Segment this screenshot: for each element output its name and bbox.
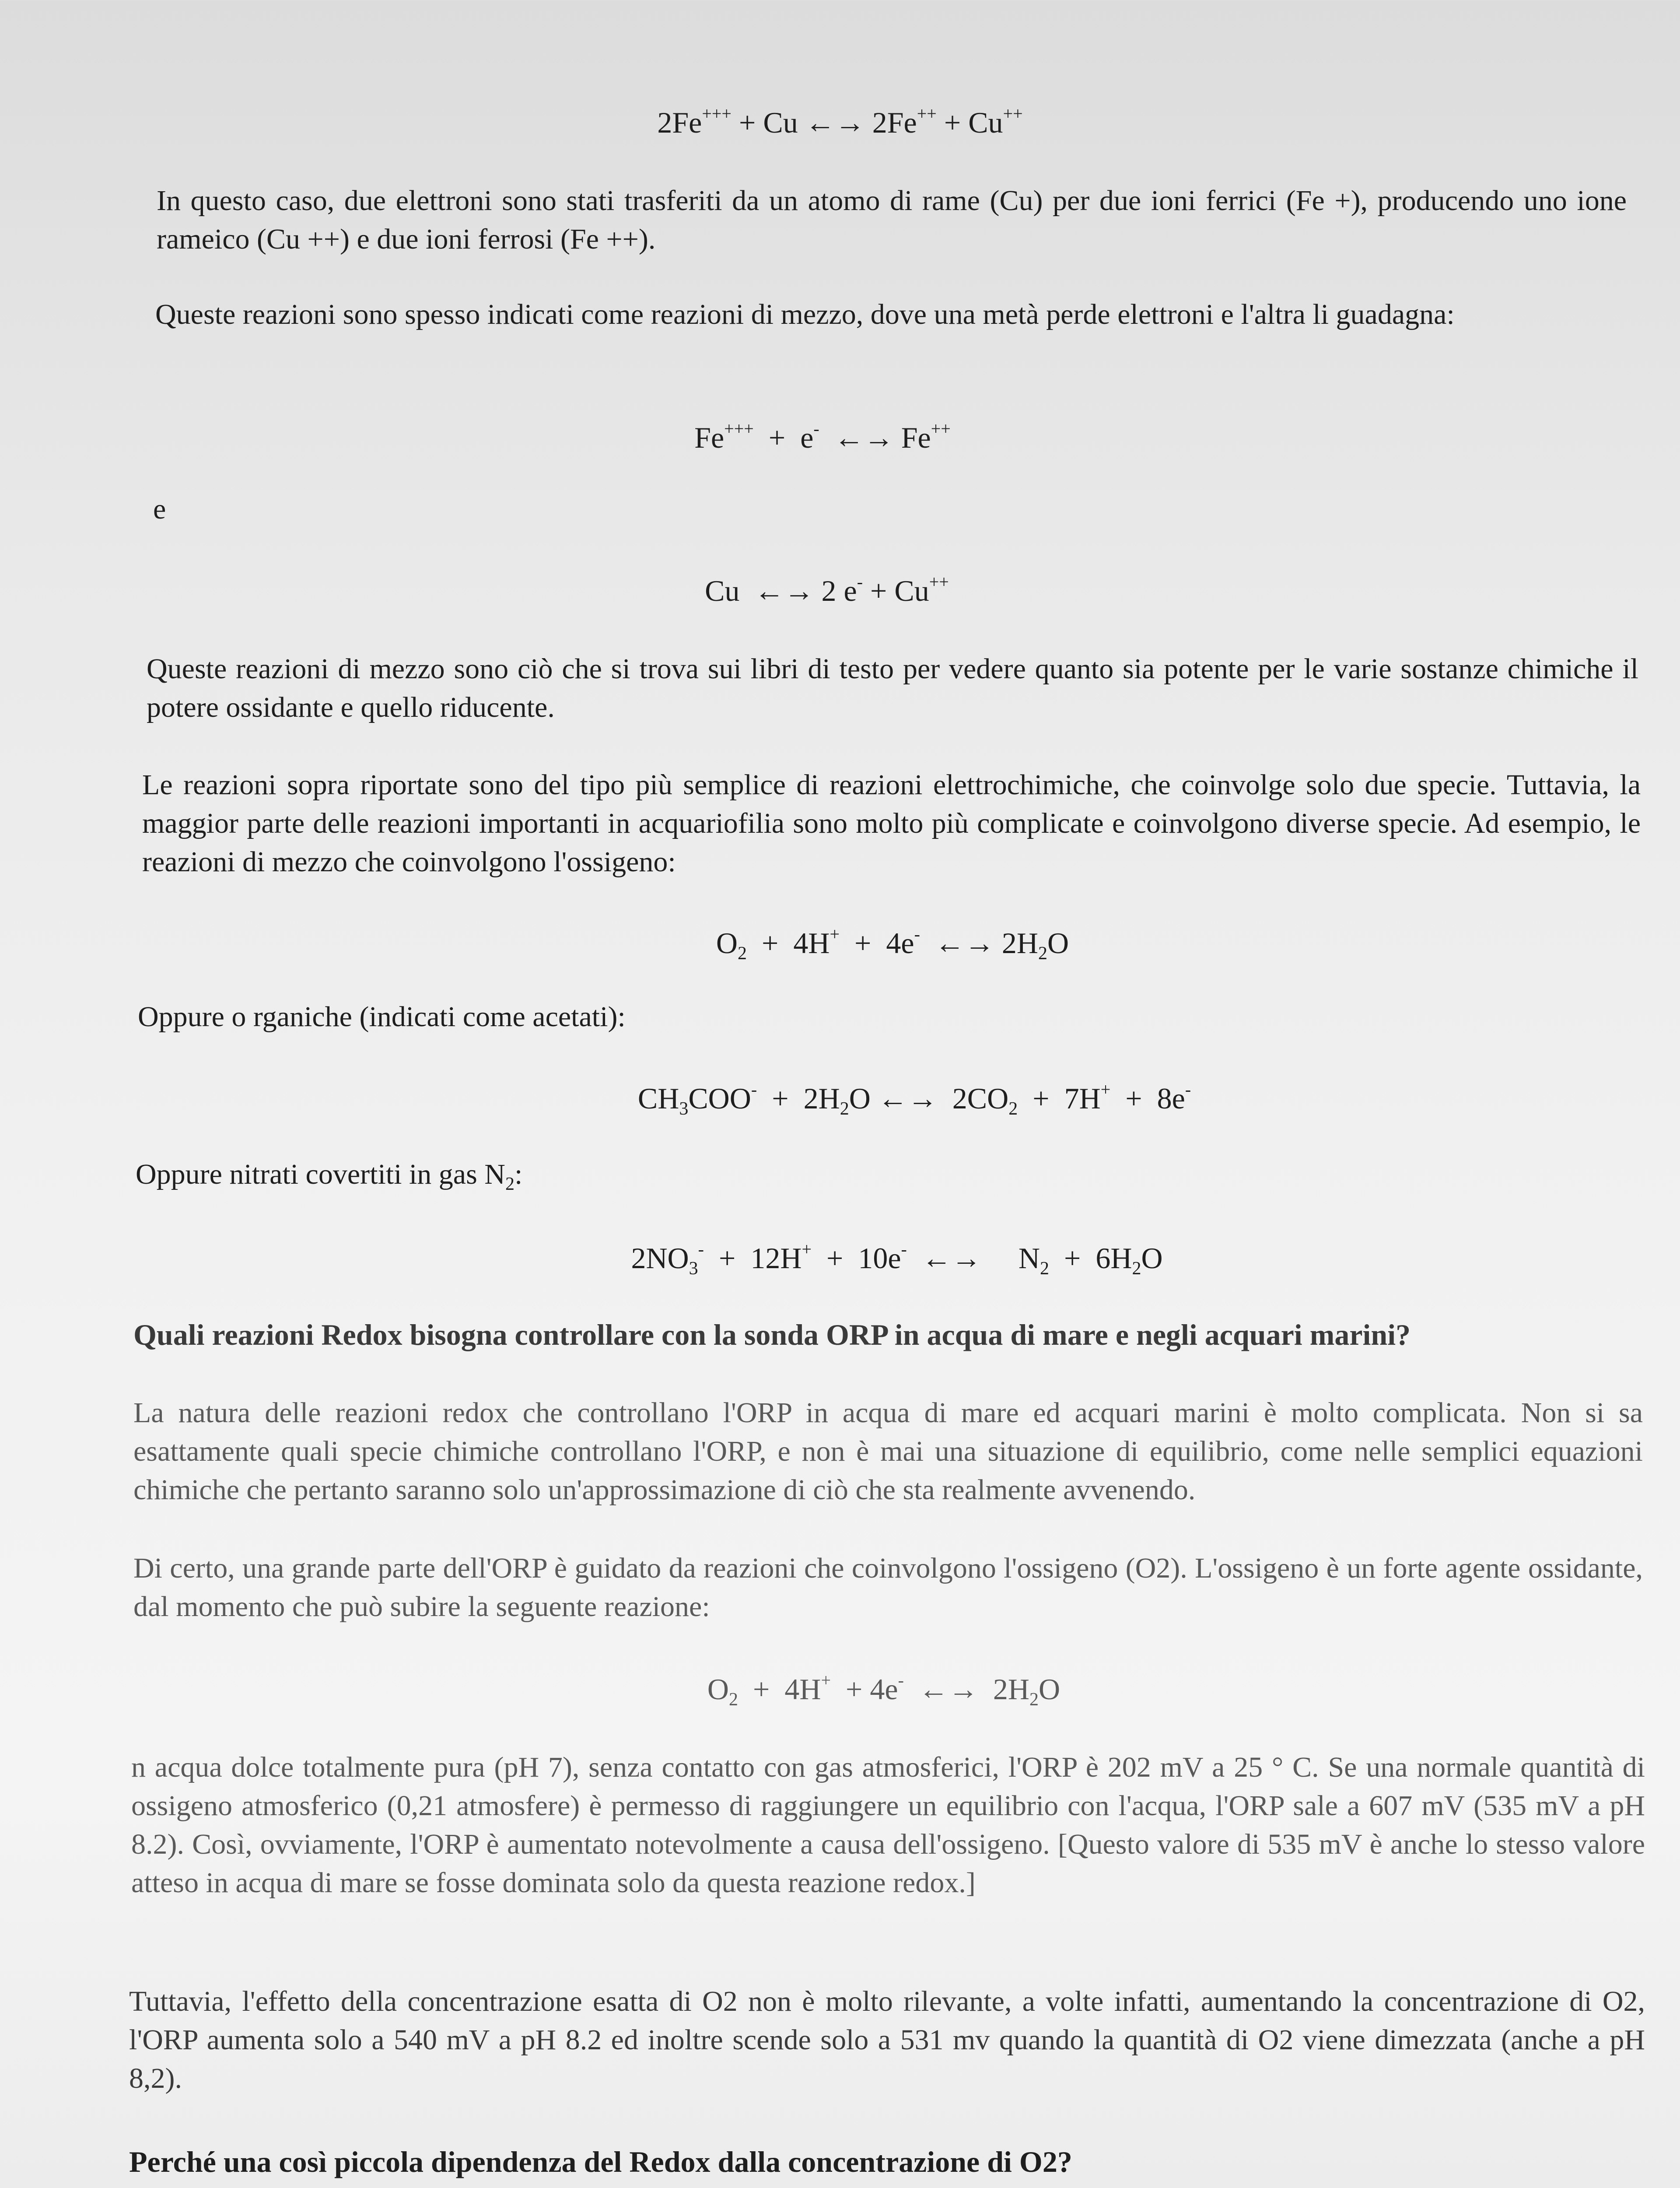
eq-term: + 4H bbox=[747, 926, 830, 960]
equation-acetate bbox=[74, 1079, 1680, 1118]
equation-oxygen-repeat bbox=[44, 1669, 1680, 1709]
text-subscript: 2 bbox=[505, 1174, 514, 1195]
double-arrow-icon: ←→ bbox=[819, 421, 894, 454]
eq-term: + 4e bbox=[831, 1673, 898, 1706]
eq-subscript: 3 bbox=[689, 1259, 698, 1279]
eq-term: O bbox=[707, 1673, 729, 1706]
eq-term: 2H bbox=[978, 1673, 1029, 1706]
double-arrow-icon: ←→ bbox=[754, 574, 814, 607]
eq-superscript: ++ bbox=[1003, 104, 1023, 123]
paragraph-o2-concentration: Tuttavia, l'effetto della concentrazione esatta di O2 non è molto rilevante, a volte infatti, aumentando la concentrazione di O2, l'ORP aumenta solo a 540 mV a pH 8.2 ed inoltre scende solo a 531 mv quando la quantità di O2 viene dimezzata (anche a pH 8,2). bbox=[129, 1985, 1645, 2094]
eq-term: N bbox=[981, 1241, 1040, 1275]
eq-term: + Cu bbox=[936, 106, 1003, 139]
eq-superscript: +++ bbox=[724, 419, 754, 438]
paragraph-half-reactions: Queste reazioni sono spesso indicati come reazioni di mezzo, dove una metà perde elettroni e l'altra li guadagna: bbox=[155, 298, 1455, 330]
paragraph-electron-transfer: In questo caso, due elettroni sono stati trasferiti da un atomo di rame (Cu) per due ioni ferrici (Fe +), producendo uno ione rameico (Cu ++) e due ioni ferrosi (Fe ++). bbox=[157, 185, 1627, 255]
double-arrow-icon: ←→ bbox=[920, 926, 994, 960]
eq-subscript: 2 bbox=[738, 943, 747, 964]
eq-superscript: - bbox=[857, 572, 863, 592]
paragraph-organic: Oppure o rganiche (indicati come acetati): bbox=[138, 1001, 626, 1033]
eq-term: 2H bbox=[994, 926, 1038, 960]
eq-superscript: +++ bbox=[702, 104, 732, 123]
eq-term: 2NO bbox=[631, 1241, 689, 1275]
eq-superscript: - bbox=[751, 1080, 757, 1099]
section-heading-o2-dependence: Perché una così piccola dipendenza del Redox dalla concentrazione di O2? bbox=[129, 2145, 1072, 2178]
eq-term: + 12H bbox=[704, 1241, 802, 1275]
section-heading-redox-orp: Quali reazioni Redox bisogna controllare con la sonda ORP in acqua di mare e negli acquari marini? bbox=[133, 1318, 1411, 1351]
eq-term: + Cu bbox=[863, 574, 929, 607]
eq-superscript: - bbox=[813, 419, 819, 438]
equation-copper-half bbox=[0, 571, 1667, 610]
eq-term: 2CO bbox=[937, 1082, 1009, 1115]
eq-superscript: + bbox=[830, 924, 840, 944]
double-arrow-icon: ←→ bbox=[878, 1082, 938, 1115]
paragraph-textbooks: Queste reazioni di mezzo sono ciò che si trova sui libri di testo per vedere quanto sia potente per le varie sostanze chimiche il potere ossidante e quello riducente. bbox=[147, 653, 1638, 723]
eq-term: Cu bbox=[705, 574, 755, 607]
eq-term: + 10e bbox=[812, 1241, 901, 1275]
eq-term: O bbox=[1047, 926, 1069, 960]
double-arrow-icon: ←→ bbox=[906, 1241, 981, 1275]
eq-subscript: 3 bbox=[679, 1099, 689, 1119]
text-span: Oppure nitrati covertiti in gas N bbox=[136, 1158, 505, 1190]
eq-superscript: - bbox=[698, 1239, 704, 1259]
eq-term: 2Fe bbox=[657, 106, 702, 139]
paragraph-redox-nature: La natura delle reazioni redox che controllano l'ORP in acqua di mare ed acquari marini è molto complicata. Non si sa esattamente quali specie chimiche controllano l'ORP, e non è mai una situazione di equilibrio, come nelle semplici equazioni chimiche che pertanto saranno solo un'approssimazione di ciò che sta realmente avvenendo. bbox=[133, 1397, 1643, 1506]
eq-superscript: - bbox=[901, 1239, 907, 1259]
eq-subscript: 2 bbox=[1040, 1259, 1049, 1279]
eq-term: + 2H bbox=[757, 1082, 840, 1115]
paragraph-oxygen-driver: Di certo, una grande parte dell'ORP è guidato da reazioni che coinvolgono l'ossigeno (O2). L'ossigeno è un forte agente ossidante, dal momento che può subire la seguente reazione: bbox=[133, 1552, 1643, 1623]
eq-term: + 4H bbox=[738, 1673, 821, 1706]
eq-superscript: + bbox=[1100, 1080, 1111, 1099]
double-arrow-icon: ←→ bbox=[805, 106, 865, 139]
eq-subscript: 2 bbox=[729, 1690, 738, 1710]
eq-superscript: ++ bbox=[931, 419, 951, 438]
eq-term: 2Fe bbox=[864, 106, 917, 139]
equation-iron-half bbox=[0, 418, 1662, 457]
eq-term: COO bbox=[688, 1082, 751, 1115]
eq-term: + e bbox=[753, 421, 814, 454]
eq-term: + 7H bbox=[1018, 1082, 1101, 1115]
paragraph-electrochemical: Le reazioni sopra riportate sono del tipo più semplice di reazioni elettrochimiche, che coinvolge solo due specie. Tuttavia, la maggior parte delle reazioni importanti in acquariofilia sono molto più complicate e coinvolgono diverse specie. Ad esempio, le reazioni di mezzo che coinvolgono l'ossigeno: bbox=[142, 769, 1641, 878]
eq-term: Fe bbox=[893, 421, 931, 454]
eq-superscript: ++ bbox=[929, 572, 949, 592]
eq-term: Fe bbox=[694, 421, 724, 454]
paragraph-nitrates bbox=[136, 1155, 522, 1203]
eq-term: + 4e bbox=[840, 926, 914, 960]
eq-superscript: - bbox=[1185, 1080, 1191, 1099]
eq-subscript: 2 bbox=[1008, 1099, 1018, 1119]
eq-superscript: + bbox=[821, 1670, 831, 1690]
eq-term: CH bbox=[637, 1082, 679, 1115]
eq-term: O bbox=[716, 926, 738, 960]
paragraph-pure-water-orp: n acqua dolce totalmente pura (pH 7), senza contatto con gas atmosferici, l'ORP è 202 mV a 25 ° C. Se una normale quantità di ossigeno atmosferico (0,21 atmosfere) è permesso di raggiungere un equilibrio con l'acqua, l'ORP sale a 607 mV (535 mV a pH 8.2). Così, ovviamente, l'ORP è aumentato notevolmente a causa dell'ossigeno. [Questo valore di 535 mV è anche lo stesso valore atteso in acqua di mare se fosse dominata solo da questa reazione redox.] bbox=[131, 1751, 1645, 1899]
eq-subscript: 2 bbox=[840, 1099, 849, 1119]
eq-term: O bbox=[849, 1082, 878, 1115]
eq-term: + 8e bbox=[1110, 1082, 1185, 1115]
eq-subscript: 2 bbox=[1132, 1259, 1141, 1279]
eq-subscript: 2 bbox=[1038, 943, 1047, 964]
text-span: : bbox=[514, 1158, 523, 1190]
eq-superscript: - bbox=[898, 1670, 904, 1690]
eq-superscript: - bbox=[914, 924, 920, 944]
double-arrow-icon: ←→ bbox=[903, 1673, 978, 1706]
eq-term: O bbox=[1141, 1241, 1163, 1275]
eq-term: O bbox=[1039, 1673, 1060, 1706]
eq-superscript: + bbox=[802, 1239, 812, 1259]
eq-superscript: ++ bbox=[917, 104, 937, 123]
equation-nitrate bbox=[57, 1238, 1680, 1278]
equation-iron-copper bbox=[0, 103, 1680, 142]
eq-term: 2 e bbox=[814, 574, 857, 607]
eq-term: + Cu bbox=[732, 106, 805, 139]
eq-term: + 6H bbox=[1049, 1241, 1132, 1275]
equation-oxygen bbox=[52, 923, 1680, 963]
eq-subscript: 2 bbox=[1029, 1690, 1039, 1710]
conjunction-e: e bbox=[153, 493, 166, 525]
